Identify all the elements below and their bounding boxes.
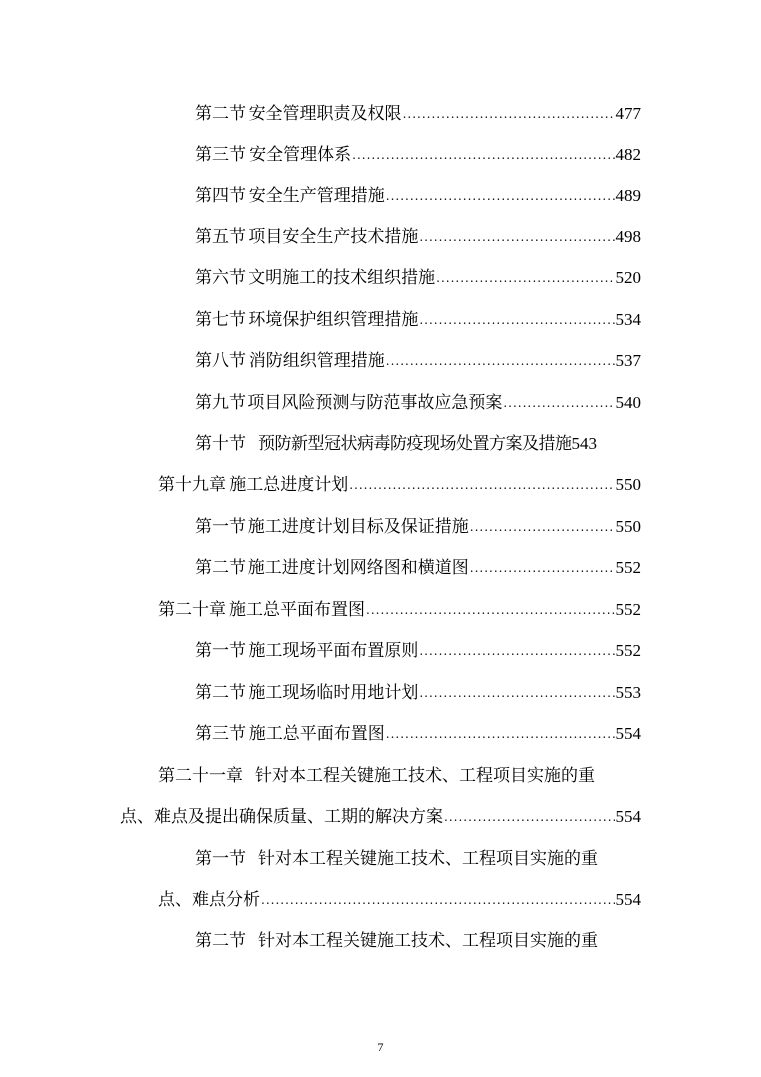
- leader-dots: [403, 105, 615, 123]
- leader-dots: [349, 476, 614, 494]
- leader-dots: [419, 684, 614, 702]
- toc-entry[interactable]: [195, 95, 641, 125]
- toc-label: 第五节: [195, 227, 246, 247]
- toc-page: 520: [615, 268, 641, 287]
- leader-dots: [261, 891, 615, 909]
- toc-entry[interactable]: [195, 632, 641, 662]
- toc-entry[interactable]: [195, 177, 641, 207]
- toc-entry[interactable]: [195, 674, 641, 704]
- toc-title: 环境保护组织管理措施: [248, 310, 419, 330]
- toc-label: 第七节: [195, 310, 246, 330]
- leader-dots: [386, 352, 615, 370]
- toc-page: 552: [615, 558, 641, 577]
- toc-label: 第二节: [195, 104, 246, 124]
- toc-label: 第一节: [195, 641, 246, 661]
- toc-page: 482: [615, 145, 641, 164]
- toc-chapter-entry-continuation[interactable]: [120, 798, 641, 828]
- toc-page: 554: [615, 807, 641, 826]
- leader-dots: [386, 187, 615, 205]
- toc-title: 文明施工的技术组织措施: [248, 268, 436, 288]
- toc-entry[interactable]: [195, 342, 641, 372]
- toc-label: 第三节: [195, 145, 246, 165]
- toc-entry[interactable]: [195, 136, 641, 166]
- leader-dots: [470, 559, 615, 577]
- toc-title: 安全生产管理措施: [248, 186, 385, 206]
- toc-title: 针对本工程关键施工技术、工程项目实施的重: [258, 931, 598, 951]
- toc-page: 554: [615, 890, 641, 909]
- toc-chapter-entry[interactable]: [158, 757, 641, 787]
- toc-page: 498: [615, 227, 641, 246]
- toc-page: 534: [615, 310, 641, 329]
- toc-entry[interactable]: [195, 425, 641, 455]
- toc-title: 安全管理职责及权限: [248, 104, 402, 124]
- toc-entry[interactable]: [195, 508, 641, 538]
- toc-page: 553: [615, 683, 641, 702]
- toc-page: 540: [615, 393, 641, 412]
- leader-dots: [419, 311, 614, 329]
- toc-page: 489: [615, 186, 641, 205]
- toc-label: 第十九章: [158, 475, 226, 495]
- toc-title-continuation: 点、难点及提出确保质量、工期的解决方案: [120, 807, 443, 827]
- toc-label: 第六节: [195, 268, 246, 288]
- toc-title-continuation: 点、难点分析: [158, 890, 260, 910]
- toc-label: 第九节: [195, 393, 246, 413]
- toc-page: 552: [615, 641, 641, 660]
- toc-label: 第二十一章: [158, 766, 243, 786]
- toc-entry[interactable]: [195, 840, 641, 870]
- toc-title: 安全管理体系: [249, 145, 352, 165]
- toc-page: 543: [571, 434, 597, 453]
- toc-title: 施工总平面布置图: [229, 600, 365, 620]
- toc-page: 554: [615, 724, 641, 743]
- toc-title: 施工现场平面布置原则: [248, 641, 419, 661]
- toc-page: 537: [615, 351, 641, 370]
- toc-title: 项目安全生产技术措施: [248, 227, 419, 247]
- toc-label: 第二节: [195, 683, 246, 703]
- toc-title: 项目风险预测与防范事故应急预案: [247, 393, 503, 413]
- leader-dots: [436, 269, 614, 287]
- leader-dots: [352, 146, 614, 164]
- toc-entry-continuation[interactable]: [158, 881, 641, 911]
- toc-page: 477: [615, 104, 641, 123]
- toc-entry[interactable]: [195, 549, 641, 579]
- leader-dots: [419, 228, 614, 246]
- toc-label: 第四节: [195, 186, 246, 206]
- toc-label: 第一节: [195, 517, 246, 537]
- toc-title: 施工进度计划目标及保证措施: [247, 517, 469, 537]
- toc-title: 施工总进度计划: [229, 475, 349, 495]
- toc-label: 第十节: [195, 434, 246, 454]
- toc-entry[interactable]: [195, 259, 641, 289]
- leader-dots: [503, 394, 614, 412]
- toc-page: 550: [615, 475, 641, 494]
- toc-title: 施工总平面布置图: [248, 724, 385, 744]
- toc-page: 550: [615, 517, 641, 536]
- toc-entry[interactable]: [195, 715, 641, 745]
- toc-label: 第一节: [195, 849, 246, 869]
- leader-dots: [444, 808, 615, 826]
- toc-title: 预防新型冠状病毒防疫现场处置方案及措施: [258, 434, 572, 454]
- toc-entry[interactable]: [195, 218, 641, 248]
- toc-entry[interactable]: [195, 922, 641, 952]
- toc-title: 针对本工程关键施工技术、工程项目实施的重: [258, 849, 598, 869]
- toc-title: 针对本工程关键施工技术、工程项目实施的重: [255, 766, 595, 786]
- toc-title: 施工进度计划网络图和横道图: [247, 558, 469, 578]
- leader-dots: [386, 725, 615, 743]
- toc-label: 第三节: [195, 724, 246, 744]
- toc-label: 第二节: [195, 558, 246, 578]
- toc-label: 第二十章: [158, 600, 226, 620]
- toc-label: 第八节: [195, 351, 246, 371]
- toc-chapter-entry[interactable]: [158, 591, 641, 621]
- toc-chapter-entry[interactable]: [158, 466, 641, 496]
- page-number: 7: [377, 1040, 384, 1054]
- toc-title: 施工现场临时用地计划: [248, 683, 419, 703]
- toc-entry[interactable]: [195, 384, 641, 414]
- toc-page: 552: [615, 600, 641, 619]
- leader-dots: [419, 642, 614, 660]
- toc-label: 第二节: [195, 931, 246, 951]
- leader-dots: [470, 518, 615, 536]
- toc-title: 消防组织管理措施: [248, 351, 385, 371]
- leader-dots: [366, 601, 615, 619]
- toc-entry[interactable]: [195, 301, 641, 331]
